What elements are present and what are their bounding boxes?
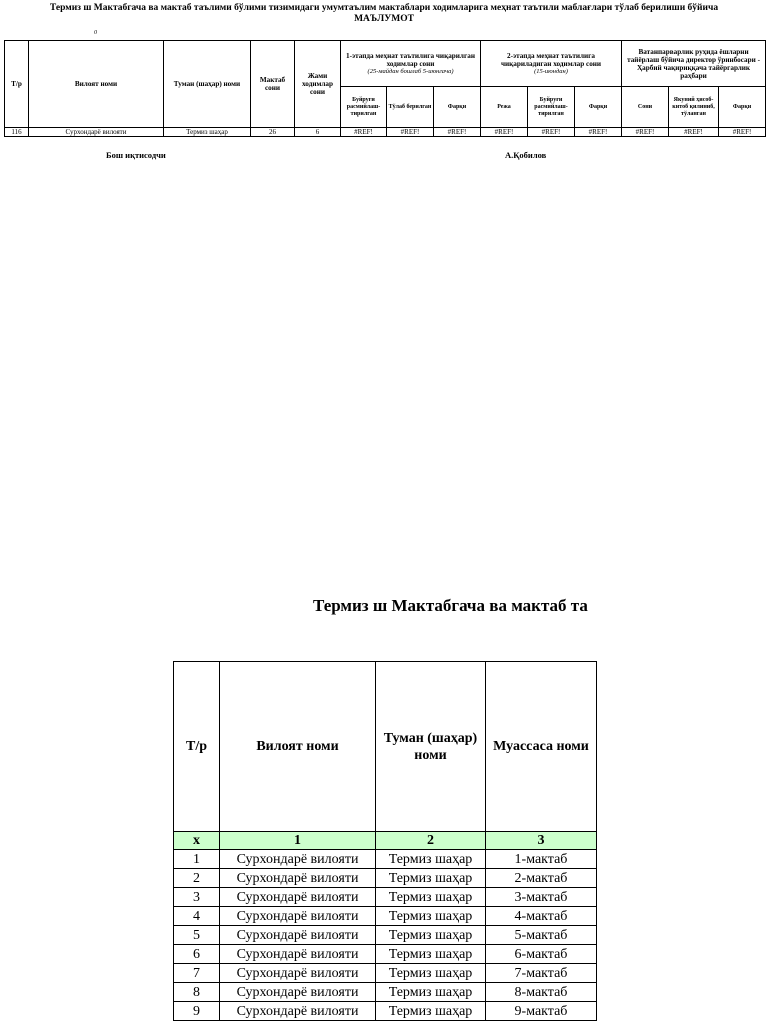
table-row bbox=[174, 983, 597, 1002]
cell-district: Термиз шаҳар bbox=[376, 945, 486, 964]
cell-region: Сурхондарё вилояти bbox=[220, 888, 376, 907]
index-cell: х bbox=[174, 832, 220, 850]
header-stage1-title: 1-этапда меҳнат таътилига чиқарилган ходимлар сони bbox=[346, 51, 475, 68]
header-stage1-note: (25-майдан бошлаб 5-июнгача) bbox=[367, 67, 454, 75]
cell-region: Сурхондарё вилояти bbox=[220, 945, 376, 964]
cell-institution: 3-мактаб bbox=[486, 888, 597, 907]
header-p-paid: Якуний ҳисоб-китоб қилиниб, тўланган bbox=[669, 87, 719, 128]
cell-s1-order: #REF! bbox=[341, 128, 387, 137]
cell-institution: 9-мактаб bbox=[486, 1002, 597, 1021]
cell-staff: 6 bbox=[295, 128, 341, 137]
cell-tr: 3 bbox=[174, 888, 220, 907]
cell-district: Термиз шаҳар bbox=[376, 1002, 486, 1021]
cell-region: Сурхондарё вилояти bbox=[220, 926, 376, 945]
index-cell: 3 bbox=[486, 832, 597, 850]
cell-district: Термиз шаҳар bbox=[376, 888, 486, 907]
cell-institution: 6-мактаб bbox=[486, 945, 597, 964]
cell-region: Сурхондарё вилояти bbox=[220, 907, 376, 926]
header-tr: Т/р bbox=[174, 662, 220, 832]
cell-institution: 1-мактаб bbox=[486, 850, 597, 869]
signature-title: Бош иқтисодчи bbox=[106, 150, 166, 160]
cell-tr: 2 bbox=[174, 869, 220, 888]
table-row bbox=[174, 945, 597, 964]
header-district: Туман (шаҳар) номи bbox=[376, 662, 486, 832]
table-row bbox=[174, 964, 597, 983]
header-stage2 bbox=[481, 41, 622, 87]
cell-s2-diff: #REF! bbox=[575, 128, 622, 137]
cell-institution: 8-мактаб bbox=[486, 983, 597, 1002]
header-s1-paid: Тўлаб берилган bbox=[387, 87, 434, 128]
cell-schools: 26 bbox=[251, 128, 295, 137]
header-stage2-title: 2-этапда меҳнат таътилига чиқариладиган ходимлар сони bbox=[500, 51, 602, 68]
cell-tr: 9 bbox=[174, 1002, 220, 1021]
cell-s1-diff: #REF! bbox=[434, 128, 481, 137]
cell-institution: 2-мактаб bbox=[486, 869, 597, 888]
header-s2-diff: Фарқи bbox=[575, 87, 622, 128]
cell-tr: 7 bbox=[174, 964, 220, 983]
cell-district: Термиз шаҳар bbox=[376, 983, 486, 1002]
cell-region: Сурхондарё вилояти bbox=[220, 983, 376, 1002]
table-row bbox=[174, 907, 597, 926]
header-p-count: Сони bbox=[622, 87, 669, 128]
cell-region: Сурхондарё вилояти bbox=[220, 1002, 376, 1021]
cell-institution: 4-мактаб bbox=[486, 907, 597, 926]
second-page-title: Термиз ш Мактабгача ва мактаб та bbox=[313, 596, 588, 615]
header-stage1 bbox=[341, 41, 481, 87]
header-s1-diff: Фарқи bbox=[434, 87, 481, 128]
cell-district: Термиз шаҳар bbox=[376, 869, 486, 888]
cell-district: Термиз шаҳар bbox=[376, 850, 486, 869]
cell-district: Термиз шаҳар bbox=[376, 907, 486, 926]
cell-region: Сурхондарё вилояти bbox=[29, 128, 164, 137]
cell-p-paid: #REF! bbox=[669, 128, 719, 137]
cell-s2-plan: #REF! bbox=[481, 128, 528, 137]
summary-table bbox=[4, 40, 766, 137]
cell-tr: 1 bbox=[174, 850, 220, 869]
header-patriotic: Ватанпарварлик руҳида ёшларни тайёрлаш бўйича директор ўринбосари - Ҳарбий чақириққача тайёргарлик раҳбари bbox=[622, 41, 766, 87]
header-staff: Жами ходимлар сони bbox=[295, 41, 341, 128]
zero-mark: 0 bbox=[94, 30, 97, 36]
cell-institution: 5-мактаб bbox=[486, 926, 597, 945]
header-p-diff: Фарқи bbox=[719, 87, 766, 128]
header-stage2-note: (15-июндан) bbox=[534, 67, 568, 75]
cell-tr: 5 bbox=[174, 926, 220, 945]
cell-p-count: #REF! bbox=[622, 128, 669, 137]
cell-s2-order: #REF! bbox=[528, 128, 575, 137]
cell-district: Термиз шаҳар bbox=[376, 926, 486, 945]
header-s2-plan: Режа bbox=[481, 87, 528, 128]
signature-name: А.Қобилов bbox=[505, 150, 547, 160]
table-row bbox=[174, 926, 597, 945]
report-title-line2: МАЪЛУМОТ bbox=[354, 14, 414, 24]
table-row bbox=[5, 128, 766, 137]
institutions-table bbox=[173, 661, 597, 1021]
cell-tr: 6 bbox=[174, 945, 220, 964]
report-title bbox=[0, 3, 768, 25]
cell-s1-paid: #REF! bbox=[387, 128, 434, 137]
cell-tr: 4 bbox=[174, 907, 220, 926]
table-row bbox=[174, 869, 597, 888]
cell-tr: 8 bbox=[174, 983, 220, 1002]
cell-tr: 116 bbox=[5, 128, 29, 137]
table-row bbox=[174, 888, 597, 907]
header-region: Вилоят номи bbox=[29, 41, 164, 128]
table-row bbox=[174, 850, 597, 869]
cell-p-diff: #REF! bbox=[719, 128, 766, 137]
cell-region: Сурхондарё вилояти bbox=[220, 869, 376, 888]
cell-region: Сурхондарё вилояти bbox=[220, 964, 376, 983]
report-title-line1: Термиз ш Мактабгача ва мактаб таълими бўлими тизимидаги умумтаълим мактаблари ходимларига меҳнат таътили маблағлари тўлаб берилиши бўйича bbox=[49, 3, 719, 13]
header-institution: Муассаса номи bbox=[486, 662, 597, 832]
cell-institution: 7-мактаб bbox=[486, 964, 597, 983]
cell-district: Термиз шаҳар bbox=[376, 964, 486, 983]
header-tr: Т/р bbox=[5, 41, 29, 128]
table-row bbox=[174, 1002, 597, 1021]
cell-district: Термиз шаҳар bbox=[164, 128, 251, 137]
header-s1-order: Буйруғи расмийлаш-тирилган bbox=[341, 87, 387, 128]
header-region: Вилоят номи bbox=[220, 662, 376, 832]
index-cell: 1 bbox=[220, 832, 376, 850]
header-schools: Мактаб сони bbox=[251, 41, 295, 128]
header-district: Туман (шаҳар) номи bbox=[164, 41, 251, 128]
cell-region: Сурхондарё вилояти bbox=[220, 850, 376, 869]
index-cell: 2 bbox=[376, 832, 486, 850]
header-s2-order: Буйруғи расмийлаш-тирилган bbox=[528, 87, 575, 128]
